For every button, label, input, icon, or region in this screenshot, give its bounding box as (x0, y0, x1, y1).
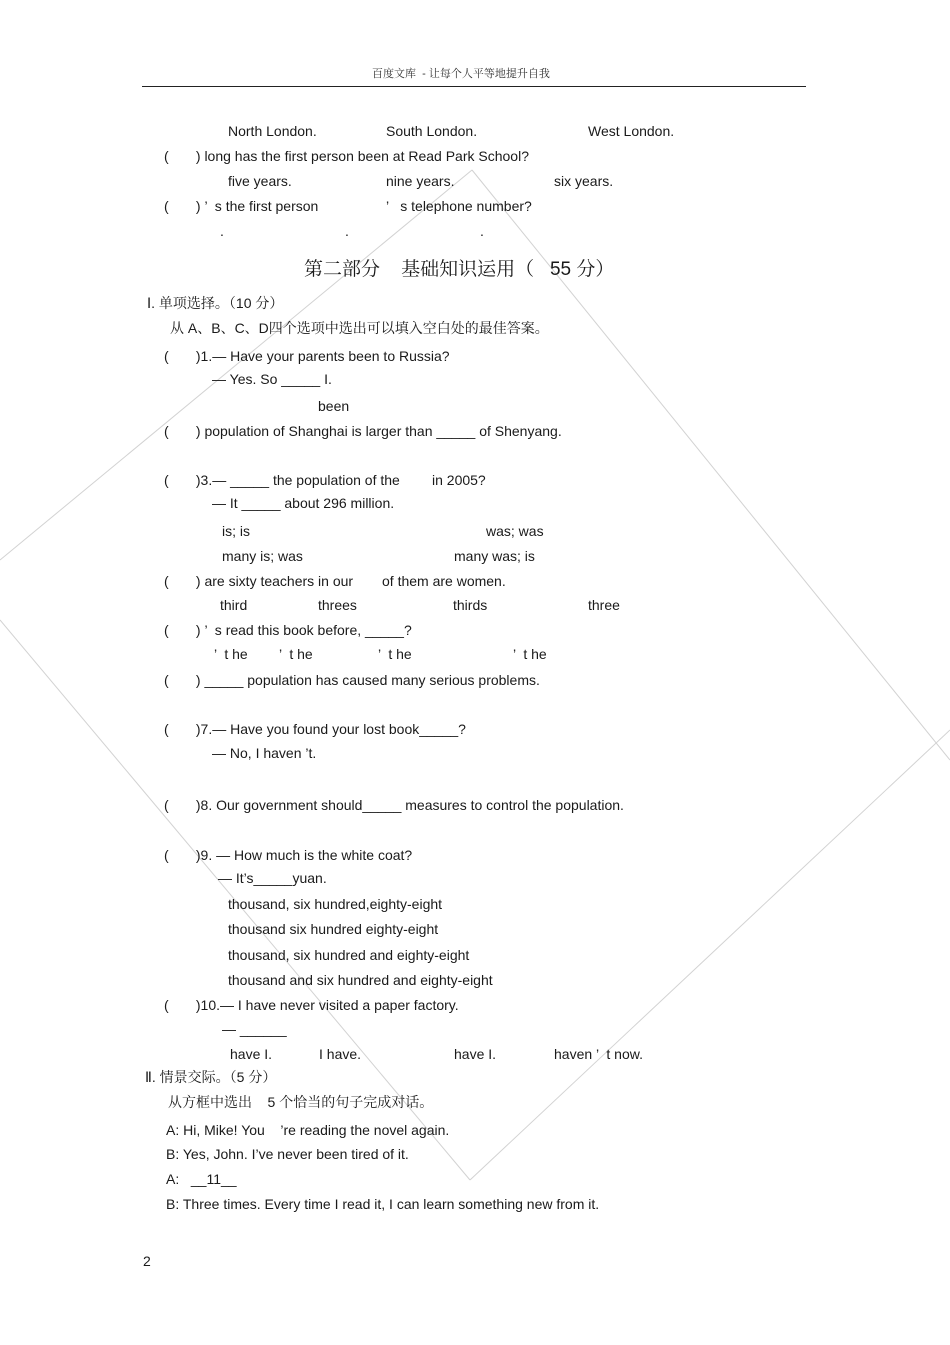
section-instruction: 从 A、B、C、D四个选项中选出可以填入空白处的最佳答案。 (170, 320, 549, 336)
question-10-option-c: have I. (454, 1046, 497, 1062)
question-2-stem: ( ) population of Shanghai is larger than _____ of Shenyang. (164, 423, 562, 439)
question-3-option-a: is; is (222, 523, 250, 539)
question-4-stem-cont: of them are women. (382, 573, 506, 589)
question-7-stem: ( )7.— Have you found your lost book_____? (164, 721, 466, 737)
option-c: West London. (588, 123, 675, 139)
question-1-option: been (318, 398, 350, 414)
question-10-option-a: have I. (230, 1046, 273, 1062)
option-b: nine years. (386, 173, 455, 189)
question-4-option-c: thirds (453, 597, 488, 613)
question-7-reply: — No, I haven ’t. (212, 745, 317, 761)
question-4-option-b: threes (318, 597, 357, 613)
question-1-reply: — Yes. So _____ I. (212, 371, 332, 387)
question-3-option-d: many was; is (454, 548, 535, 564)
question-10-stem: ( )10.— I have never visited a paper factory. (164, 997, 459, 1013)
option-a: . (220, 223, 224, 239)
dialogue-line: B: Three times. Every time I read it, I can learn something new from it. (166, 1196, 600, 1212)
option-c: six years. (554, 173, 614, 189)
dialogue-line: B: Yes, John. I’ve never been tired of it. (166, 1146, 409, 1162)
question-6-stem: ( ) _____ population has caused many serious problems. (164, 672, 540, 688)
option-a: five years. (228, 173, 292, 189)
question-5-option-d: ’ t he (513, 646, 547, 662)
question-10-reply: — ______ (222, 1021, 287, 1037)
question-1-stem: ( )1.— Have your parents been to Russia? (164, 348, 450, 364)
option-b: South London. (386, 123, 478, 139)
page-number: 2 (143, 1253, 151, 1269)
question-3-option-b: was; was (486, 523, 544, 539)
question-stem: ( ) ’ s the first person (164, 198, 319, 214)
question-9-option-a: thousand, six hundred,eighty-eight (228, 896, 443, 912)
page-header: 百度文库 - 让每个人平等地提升自我 (372, 68, 550, 80)
question-8-stem: ( )8. Our government should_____ measures to control the population. (164, 797, 624, 813)
section-instruction: 从方框中选出 5 个恰当的句子完成对话。 (168, 1094, 434, 1110)
question-4-stem: ( ) are sixty teachers in our (164, 573, 354, 589)
question-5-option-b: ’ t he (279, 646, 313, 662)
question-4-option-d: three (588, 597, 620, 613)
question-5-option-c: ’ t he (378, 646, 412, 662)
option-a: North London. (228, 123, 317, 139)
option-b: . (345, 223, 349, 239)
question-5-option-a: ’ t he (214, 646, 248, 662)
question-9-option-c: thousand, six hundred and eighty-eight (228, 947, 470, 963)
question-3-reply: — It _____ about 296 million. (212, 495, 395, 511)
option-c: . (480, 223, 484, 239)
question-9-option-b: thousand six hundred eighty-eight (228, 921, 439, 937)
question-3-stem-cont: in 2005? (432, 472, 486, 488)
question-4-option-a: third (220, 597, 248, 613)
question-3-stem: ( )3.— _____ the population of the (164, 472, 400, 488)
question-10-option-b: I have. (319, 1046, 362, 1062)
question-5-stem: ( ) ’ s read this book before, _____? (164, 622, 412, 638)
question-9-option-d: thousand and six hundred and eighty-eight (228, 972, 493, 988)
question-9-stem: ( )9. — How much is the white coat? (164, 847, 413, 863)
section-title: 第二部分 基础知识运用（ 55 分） (304, 259, 615, 280)
header-rule (142, 86, 806, 87)
question-9-reply: — It’s_____yuan. (218, 870, 327, 886)
question-10-option-d: haven ’ t now. (554, 1046, 643, 1062)
question-3-option-c: many is; was (222, 548, 303, 564)
dialogue-line: A: Hi, Mike! You ’re reading the novel again. (166, 1122, 450, 1138)
dialogue-line: A: __11__ (166, 1171, 237, 1187)
section-heading: Ⅰ. 单项选择。（10 分） (147, 295, 284, 311)
question-stem-cont: ’ s telephone number? (386, 198, 532, 214)
question-stem: ( ) long has the first person been at Read Park School? (164, 148, 529, 164)
section-heading: Ⅱ. 情景交际。（5 分） (145, 1069, 277, 1085)
